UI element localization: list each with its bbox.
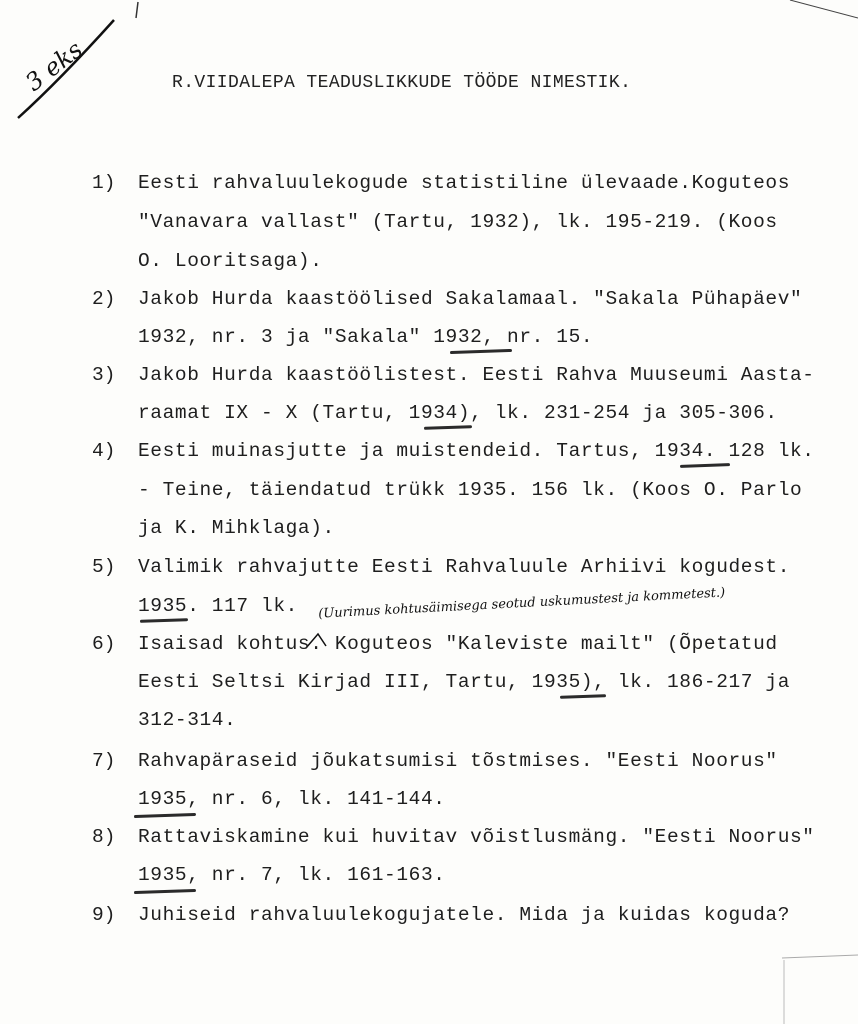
item-line: Rattaviskamine kui huvitav võistlusmäng. "Eesti Noorus": [138, 826, 815, 848]
item-line: Eesti muinasjutte ja muistendeid. Tartus, 1934. 128 lk.: [138, 440, 815, 462]
item-line: - Teine, täiendatud trükk 1935. 156 lk. (Koos O. Parlo: [138, 479, 803, 501]
corner-line-mark: [790, 0, 858, 18]
item-line: Jakob Hurda kaastöölised Sakalamaal. "Sakala Pühapäev": [138, 288, 803, 310]
item-number: 4): [92, 440, 116, 462]
item-line: Eesti rahvaluulekogude statistiline ülevaade.Koguteos: [138, 172, 791, 194]
item-line: 312-314.: [138, 709, 237, 731]
item-line: Valimik rahvajutte Eesti Rahvaluule Arhiivi kogudest.: [138, 556, 791, 578]
item-line: 1935, nr. 6, lk. 141-144.: [138, 788, 446, 810]
item-number: 3): [92, 364, 116, 386]
item-line: Juhiseid rahvaluulekogujatele. Mida ja kuidas koguda?: [138, 904, 791, 926]
item-number: 1): [92, 172, 116, 194]
item-line: "Vanavara vallast" (Tartu, 1932), lk. 195-219. (Koos: [138, 211, 778, 233]
item-number: 5): [92, 556, 116, 578]
item-number: 6): [92, 633, 116, 655]
item-line: Eesti Seltsi Kirjad III, Tartu, 1935), lk. 186-217 ja: [138, 671, 791, 693]
document-title: R.VIIDALEPA TEADUSLIKKUDE TÖÖDE NIMESTIK.: [172, 73, 632, 93]
item-number: 7): [92, 750, 116, 772]
scan-edge-mark: [782, 955, 858, 958]
corner-stroke-mark: [18, 20, 114, 118]
item-line: raamat IX - X (Tartu, 1934), lk. 231-254 ja 305-306.: [138, 402, 778, 424]
item-line: ja K. Mihklaga).: [138, 517, 335, 539]
item-line: Isaisad kohtus. Koguteos "Kaleviste mailt" (Õpetatud: [138, 633, 778, 655]
item-line: O. Looritsaga).: [138, 250, 323, 272]
handwritten-insertion: (Uurimus kohtusäimisega seotud uskumustest ja kommetest.): [317, 585, 726, 622]
item-line: 1935. 117 lk.: [138, 595, 298, 617]
top-tick-mark: [136, 2, 138, 18]
item-line: 1935, nr. 7, lk. 161-163.: [138, 864, 446, 886]
item-number: 8): [92, 826, 116, 848]
handwritten-copies-note: 3 eks: [20, 35, 88, 97]
item-line: Rahvapäraseid jõukatsumisi tõstmises. "Eesti Noorus": [138, 750, 778, 772]
item-line: Jakob Hurda kaastöölistest. Eesti Rahva Muuseumi Aasta-: [138, 364, 815, 386]
item-number: 9): [92, 904, 116, 926]
item-line: 1932, nr. 3 ja "Sakala" 1932, nr. 15.: [138, 326, 594, 348]
item-number: 2): [92, 288, 116, 310]
